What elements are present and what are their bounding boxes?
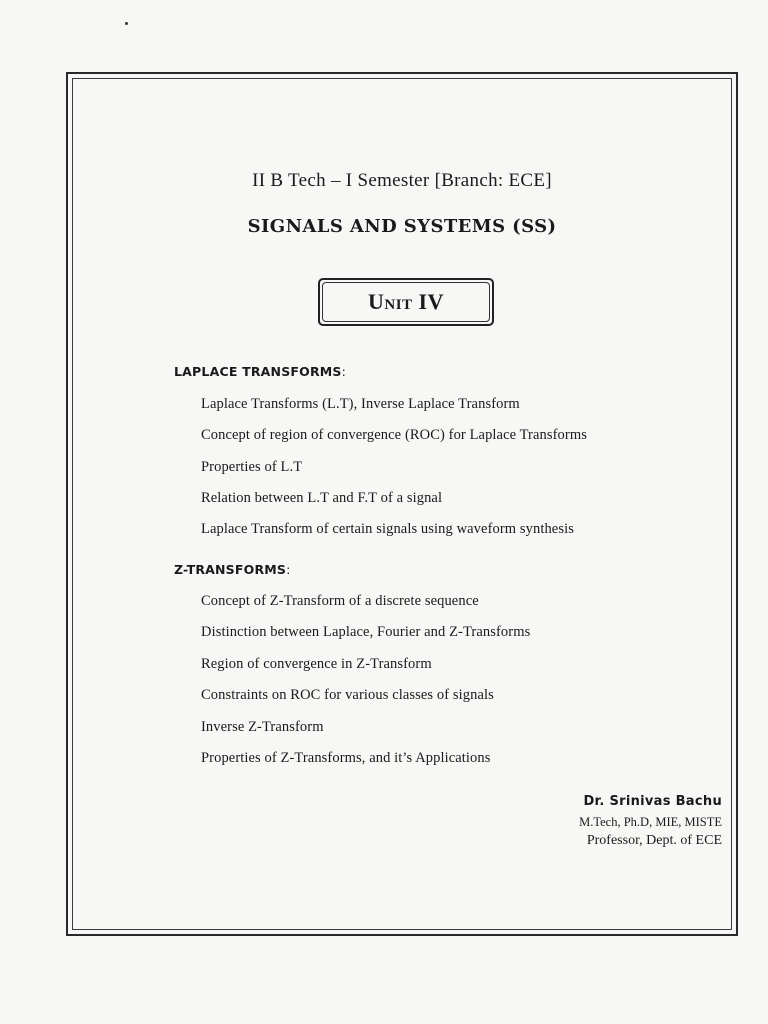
section-heading-text: Z-TRANSFORMS (174, 562, 287, 577)
section-heading-z-transforms (174, 562, 291, 577)
topic-item: Properties of Z-Transforms, and it’s Applications (201, 750, 491, 766)
topic-item: Inverse Z-Transform (201, 719, 324, 735)
author-qualifications: M.Tech, Ph.D, MIE, MISTE (579, 815, 722, 829)
page-border (66, 72, 738, 936)
topic-item: Constraints on ROC for various classes of signals (201, 687, 494, 703)
author-block (579, 794, 722, 849)
author-role: Professor, Dept. of ECE (586, 833, 722, 848)
section-heading-colon: : (341, 364, 347, 379)
topic-item: Properties of L.T (201, 459, 303, 475)
unit-label: Unit IV (367, 289, 444, 314)
topic-item: Concept of region of convergence (ROC) for Laplace Transforms (201, 427, 587, 443)
subject-title: SIGNALS AND SYSTEMS (SS) (247, 216, 557, 237)
topic-item: Laplace Transform of certain signals using waveform synthesis (201, 521, 574, 537)
author-name: Dr. Srinivas Bachu (583, 794, 722, 809)
unit-box-inner (322, 282, 490, 322)
section-heading-colon: : (286, 562, 291, 577)
course-line: II B Tech – I Semester [Branch: ECE] (252, 170, 552, 191)
topic-item: Region of convergence in Z-Transform (201, 656, 432, 672)
section-heading-text: LAPLACE TRANSFORMS (174, 364, 342, 379)
topic-item: Distinction between Laplace, Fourier and Z-Transforms (201, 624, 531, 640)
topic-item: Relation between L.T and F.T of a signal (201, 490, 443, 506)
topic-item: Laplace Transforms (L.T), Inverse Laplace Transform (201, 396, 520, 412)
scan-speck (125, 22, 128, 25)
unit-box (318, 278, 494, 326)
section-heading-laplace (174, 364, 346, 379)
topic-item: Concept of Z-Transform of a discrete sequence (201, 593, 479, 609)
